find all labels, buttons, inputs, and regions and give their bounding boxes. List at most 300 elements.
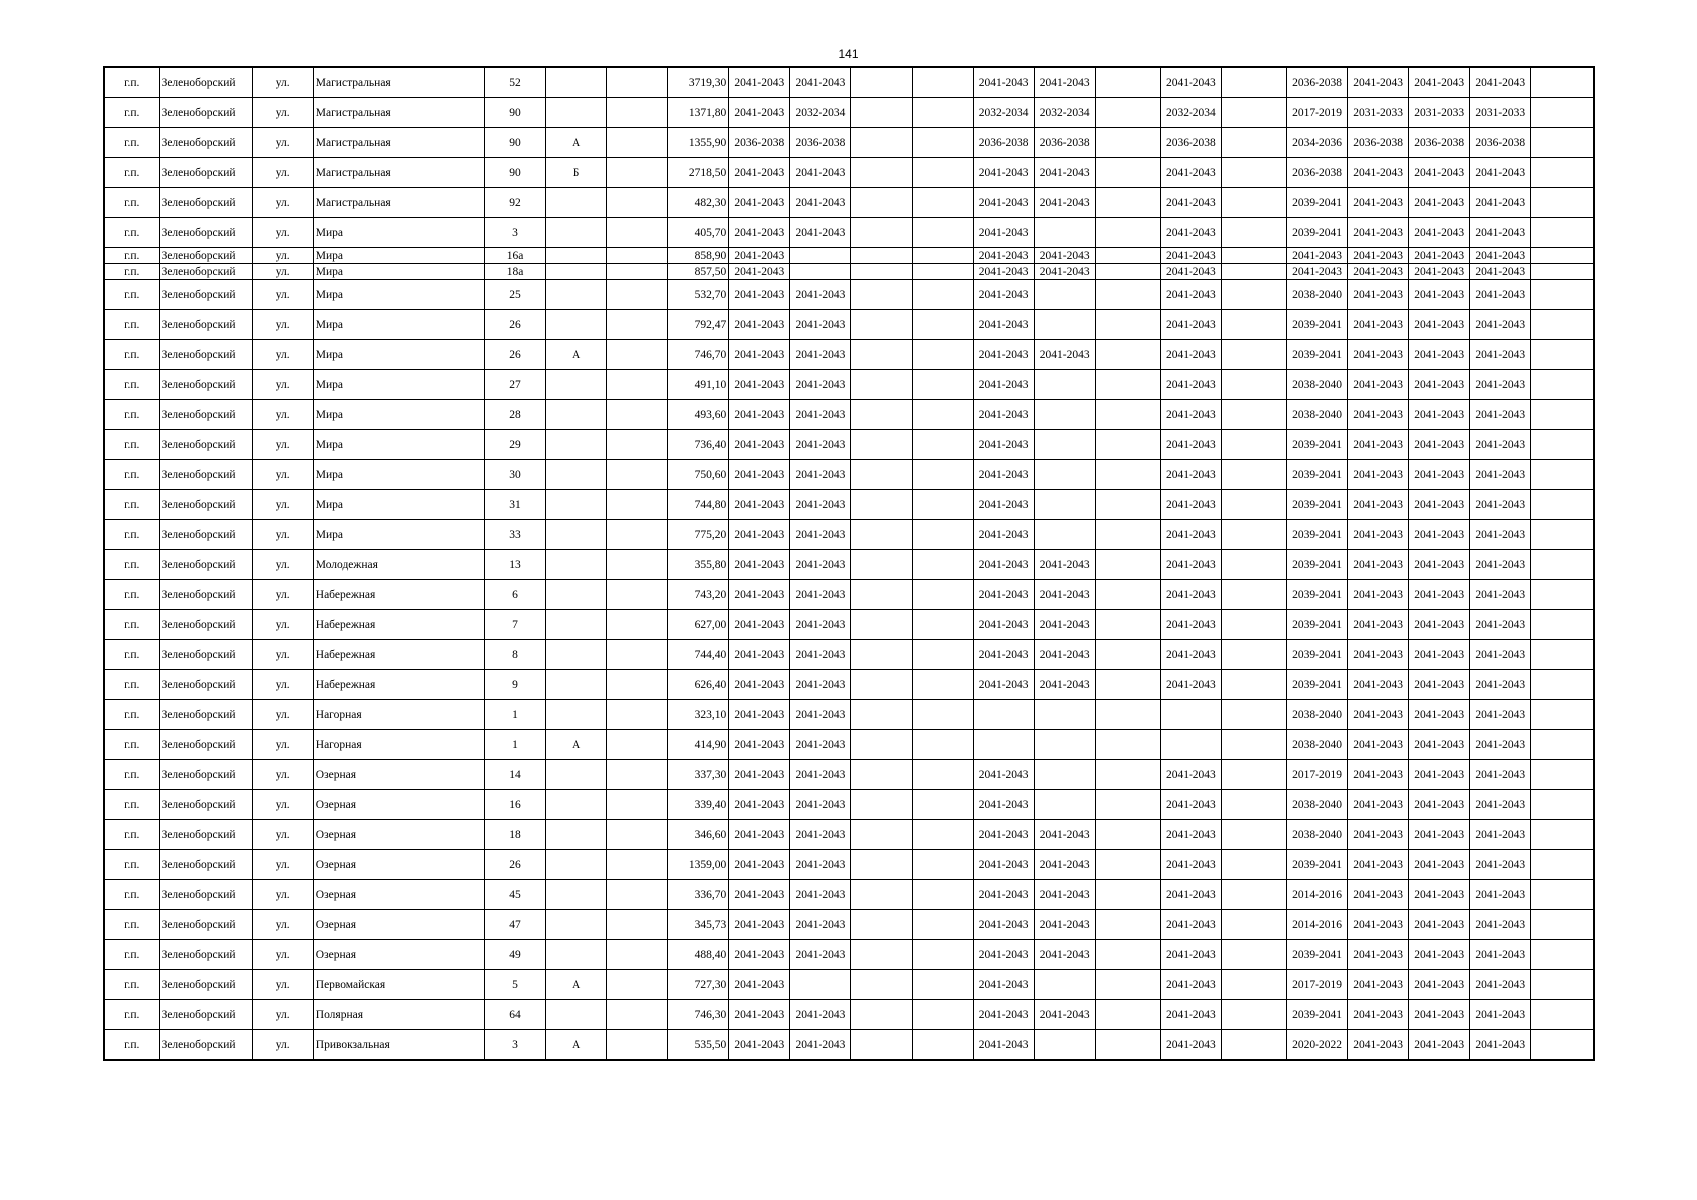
street-name-cell: Магистральная (313, 98, 484, 128)
street-type-cell: ул. (252, 910, 313, 940)
empty-cell (912, 98, 973, 128)
empty-cell (851, 280, 912, 310)
period-cell: 2041-2043 (729, 610, 790, 640)
area-cell: 535,50 (668, 1030, 729, 1061)
settlement-name-cell: Зеленоборский (159, 880, 252, 910)
period-cell: 2041-2043 (973, 248, 1034, 264)
table-row (104, 1000, 1594, 1030)
period-cell: 2041-2043 (1470, 1030, 1531, 1061)
empty-cell (912, 264, 973, 280)
area-cell: 775,20 (668, 520, 729, 550)
table-row (104, 158, 1594, 188)
period-cell: 2041-2043 (1160, 430, 1221, 460)
empty-cell (1095, 580, 1160, 610)
period-cell: 2041-2043 (1409, 940, 1470, 970)
period-cell: 2041-2043 (1348, 340, 1409, 370)
period-cell (1034, 970, 1095, 1000)
period-cell: 2041-2043 (729, 700, 790, 730)
empty-cell (1221, 970, 1286, 1000)
house-number-cell: 25 (484, 280, 545, 310)
street-type-cell: ул. (252, 460, 313, 490)
settlement-name-cell: Зеленоборский (159, 850, 252, 880)
period-cell: 2041-2043 (729, 264, 790, 280)
period-cell: 2038-2040 (1287, 790, 1348, 820)
period-cell: 2039-2041 (1287, 550, 1348, 580)
house-number-cell: 16 (484, 790, 545, 820)
empty-cell (607, 1030, 668, 1061)
street-name-cell: Озерная (313, 790, 484, 820)
area-cell: 339,40 (668, 790, 729, 820)
street-name-cell: Мира (313, 490, 484, 520)
empty-cell (851, 188, 912, 218)
empty-cell (1531, 550, 1594, 580)
period-cell: 2041-2043 (1348, 580, 1409, 610)
period-cell: 2036-2038 (729, 128, 790, 158)
area-cell: 792,47 (668, 310, 729, 340)
period-cell (1034, 370, 1095, 400)
period-cell: 2041-2043 (1470, 610, 1531, 640)
empty-cell (1095, 670, 1160, 700)
settlement-name-cell: Зеленоборский (159, 128, 252, 158)
settlement-type-cell: г.п. (104, 670, 159, 700)
building-letter-cell (546, 430, 607, 460)
area-cell: 491,10 (668, 370, 729, 400)
period-cell: 2041-2043 (729, 158, 790, 188)
house-number-cell: 28 (484, 400, 545, 430)
table-row (104, 128, 1594, 158)
table-row (104, 820, 1594, 850)
empty-cell (1221, 730, 1286, 760)
empty-cell (1221, 128, 1286, 158)
period-cell: 2041-2043 (729, 970, 790, 1000)
period-cell: 2041-2043 (1034, 610, 1095, 640)
period-cell: 2041-2043 (1348, 1000, 1409, 1030)
period-cell (790, 248, 851, 264)
empty-cell (1095, 970, 1160, 1000)
building-letter-cell (546, 760, 607, 790)
period-cell: 2041-2043 (1348, 970, 1409, 1000)
house-number-cell: 27 (484, 370, 545, 400)
period-cell: 2041-2043 (1034, 158, 1095, 188)
street-name-cell: Нагорная (313, 730, 484, 760)
period-cell: 2041-2043 (1409, 850, 1470, 880)
period-cell: 2041-2043 (1409, 460, 1470, 490)
empty-cell (1531, 264, 1594, 280)
period-cell: 2041-2043 (1160, 280, 1221, 310)
settlement-type-cell: г.п. (104, 760, 159, 790)
building-letter-cell (546, 310, 607, 340)
empty-cell (912, 940, 973, 970)
settlement-name-cell: Зеленоборский (159, 310, 252, 340)
empty-cell (912, 158, 973, 188)
street-type-cell: ул. (252, 218, 313, 248)
building-letter-cell (546, 98, 607, 128)
table-row (104, 910, 1594, 940)
settlement-name-cell: Зеленоборский (159, 970, 252, 1000)
house-number-cell: 52 (484, 67, 545, 98)
period-cell (1034, 520, 1095, 550)
empty-cell (1095, 218, 1160, 248)
period-cell: 2041-2043 (973, 790, 1034, 820)
street-name-cell: Магистральная (313, 67, 484, 98)
street-type-cell: ул. (252, 188, 313, 218)
house-number-cell: 18а (484, 264, 545, 280)
street-type-cell: ул. (252, 400, 313, 430)
empty-cell (851, 610, 912, 640)
empty-cell (1221, 760, 1286, 790)
period-cell: 2041-2043 (1348, 760, 1409, 790)
empty-cell (912, 850, 973, 880)
period-cell (973, 700, 1034, 730)
table-row (104, 430, 1594, 460)
empty-cell (912, 910, 973, 940)
page-number: 141 (838, 47, 859, 61)
house-number-cell: 7 (484, 610, 545, 640)
period-cell (1034, 280, 1095, 310)
street-type-cell: ул. (252, 790, 313, 820)
period-cell: 2041-2043 (973, 520, 1034, 550)
period-cell: 2038-2040 (1287, 730, 1348, 760)
empty-cell (1095, 640, 1160, 670)
period-cell: 2041-2043 (729, 430, 790, 460)
period-cell: 2041-2043 (729, 218, 790, 248)
street-type-cell: ул. (252, 264, 313, 280)
period-cell: 2041-2043 (973, 218, 1034, 248)
empty-cell (1531, 188, 1594, 218)
empty-cell (607, 460, 668, 490)
empty-cell (851, 640, 912, 670)
period-cell: 2041-2043 (1160, 340, 1221, 370)
period-cell: 2041-2043 (1160, 850, 1221, 880)
street-name-cell: Мира (313, 280, 484, 310)
period-cell: 2039-2041 (1287, 580, 1348, 610)
period-cell: 2041-2043 (1348, 670, 1409, 700)
area-cell: 323,10 (668, 700, 729, 730)
empty-cell (1221, 580, 1286, 610)
empty-cell (1531, 820, 1594, 850)
period-cell: 2041-2043 (1160, 820, 1221, 850)
period-cell: 2014-2016 (1287, 880, 1348, 910)
empty-cell (1531, 910, 1594, 940)
house-number-cell: 6 (484, 580, 545, 610)
area-cell: 346,60 (668, 820, 729, 850)
empty-cell (1531, 1030, 1594, 1061)
empty-cell (851, 670, 912, 700)
empty-cell (1095, 460, 1160, 490)
empty-cell (607, 880, 668, 910)
empty-cell (607, 310, 668, 340)
period-cell: 2041-2043 (1160, 940, 1221, 970)
empty-cell (607, 128, 668, 158)
area-cell: 355,80 (668, 550, 729, 580)
empty-cell (607, 490, 668, 520)
empty-cell (912, 550, 973, 580)
period-cell: 2041-2043 (1470, 520, 1531, 550)
settlement-name-cell: Зеленоборский (159, 790, 252, 820)
period-cell: 2041-2043 (729, 1000, 790, 1030)
period-cell: 2041-2043 (790, 430, 851, 460)
area-cell: 746,30 (668, 1000, 729, 1030)
building-letter-cell: А (546, 340, 607, 370)
settlement-type-cell: г.п. (104, 264, 159, 280)
empty-cell (607, 340, 668, 370)
house-number-cell: 90 (484, 98, 545, 128)
empty-cell (1531, 580, 1594, 610)
empty-cell (1221, 310, 1286, 340)
area-cell: 405,70 (668, 218, 729, 248)
street-name-cell: Мира (313, 370, 484, 400)
period-cell: 2041-2043 (790, 520, 851, 550)
settlement-name-cell: Зеленоборский (159, 430, 252, 460)
period-cell: 2032-2034 (1034, 98, 1095, 128)
period-cell: 2041-2043 (1034, 188, 1095, 218)
period-cell: 2036-2038 (1348, 128, 1409, 158)
table-row (104, 98, 1594, 128)
settlement-type-cell: г.п. (104, 98, 159, 128)
period-cell: 2017-2019 (1287, 970, 1348, 1000)
period-cell (1034, 460, 1095, 490)
empty-cell (1531, 1000, 1594, 1030)
area-cell: 493,60 (668, 400, 729, 430)
settlement-type-cell: г.п. (104, 310, 159, 340)
settlement-name-cell: Зеленоборский (159, 1030, 252, 1061)
period-cell: 2041-2043 (1470, 490, 1531, 520)
period-cell: 2041-2043 (790, 400, 851, 430)
empty-cell (1095, 940, 1160, 970)
empty-cell (912, 67, 973, 98)
period-cell: 2041-2043 (790, 580, 851, 610)
period-cell: 2041-2043 (1348, 550, 1409, 580)
period-cell: 2041-2043 (729, 98, 790, 128)
empty-cell (1095, 610, 1160, 640)
empty-cell (1095, 310, 1160, 340)
period-cell: 2041-2043 (973, 1000, 1034, 1030)
period-cell: 2041-2043 (1348, 188, 1409, 218)
empty-cell (1095, 370, 1160, 400)
period-cell (790, 970, 851, 1000)
settlement-type-cell: г.п. (104, 790, 159, 820)
empty-cell (912, 370, 973, 400)
period-cell: 2041-2043 (790, 700, 851, 730)
house-number-cell: 29 (484, 430, 545, 460)
empty-cell (1221, 370, 1286, 400)
period-cell (1034, 760, 1095, 790)
period-cell: 2036-2038 (1287, 158, 1348, 188)
building-letter-cell (546, 490, 607, 520)
period-cell: 2041-2043 (790, 880, 851, 910)
period-cell: 2038-2040 (1287, 370, 1348, 400)
building-letter-cell: А (546, 970, 607, 1000)
empty-cell (1221, 188, 1286, 218)
empty-cell (1531, 970, 1594, 1000)
period-cell: 2041-2043 (729, 910, 790, 940)
period-cell: 2041-2043 (790, 820, 851, 850)
period-cell: 2041-2043 (1348, 640, 1409, 670)
period-cell: 2041-2043 (1348, 218, 1409, 248)
period-cell: 2041-2043 (1470, 430, 1531, 460)
empty-cell (912, 970, 973, 1000)
period-cell: 2041-2043 (1034, 1000, 1095, 1030)
building-letter-cell: А (546, 730, 607, 760)
empty-cell (912, 460, 973, 490)
empty-cell (607, 280, 668, 310)
street-type-cell: ул. (252, 850, 313, 880)
period-cell: 2038-2040 (1287, 700, 1348, 730)
building-letter-cell (546, 670, 607, 700)
empty-cell (1531, 670, 1594, 700)
area-cell: 858,90 (668, 248, 729, 264)
period-cell: 2036-2038 (1160, 128, 1221, 158)
empty-cell (1221, 940, 1286, 970)
empty-cell (1531, 280, 1594, 310)
street-type-cell: ул. (252, 280, 313, 310)
street-name-cell: Набережная (313, 670, 484, 700)
period-cell: 2041-2043 (1160, 158, 1221, 188)
period-cell: 2041-2043 (1470, 790, 1531, 820)
empty-cell (912, 880, 973, 910)
street-type-cell: ул. (252, 67, 313, 98)
period-cell: 2041-2043 (1348, 880, 1409, 910)
street-type-cell: ул. (252, 550, 313, 580)
house-number-cell: 90 (484, 158, 545, 188)
table-row (104, 188, 1594, 218)
empty-cell (912, 730, 973, 760)
street-name-cell: Мира (313, 340, 484, 370)
period-cell: 2041-2043 (1160, 550, 1221, 580)
period-cell: 2041-2043 (729, 460, 790, 490)
period-cell: 2041-2043 (729, 670, 790, 700)
period-cell: 2041-2043 (1409, 67, 1470, 98)
street-type-cell: ул. (252, 158, 313, 188)
house-number-cell: 3 (484, 1030, 545, 1061)
settlement-type-cell: г.п. (104, 400, 159, 430)
street-type-cell: ул. (252, 370, 313, 400)
street-name-cell: Мира (313, 430, 484, 460)
period-cell: 2039-2041 (1287, 188, 1348, 218)
table-row (104, 760, 1594, 790)
period-cell: 2017-2019 (1287, 98, 1348, 128)
period-cell: 2020-2022 (1287, 1030, 1348, 1061)
period-cell: 2041-2043 (973, 820, 1034, 850)
empty-cell (912, 1000, 973, 1030)
period-cell: 2041-2043 (1409, 970, 1470, 1000)
building-letter-cell (546, 370, 607, 400)
period-cell (1160, 730, 1221, 760)
street-name-cell: Мира (313, 400, 484, 430)
area-cell: 727,30 (668, 970, 729, 1000)
period-cell: 2041-2043 (729, 280, 790, 310)
settlement-type-cell: г.п. (104, 188, 159, 218)
period-cell: 2041-2043 (1348, 280, 1409, 310)
period-cell: 2041-2043 (973, 188, 1034, 218)
empty-cell (607, 98, 668, 128)
empty-cell (851, 490, 912, 520)
period-cell: 2041-2043 (1409, 820, 1470, 850)
settlement-name-cell: Зеленоборский (159, 490, 252, 520)
empty-cell (607, 850, 668, 880)
period-cell: 2041-2043 (1160, 970, 1221, 1000)
empty-cell (1095, 264, 1160, 280)
period-cell: 2041-2043 (1470, 310, 1531, 340)
street-name-cell: Нагорная (313, 700, 484, 730)
settlement-type-cell: г.п. (104, 970, 159, 1000)
settlement-name-cell: Зеленоборский (159, 550, 252, 580)
period-cell: 2041-2043 (790, 158, 851, 188)
building-letter-cell (546, 790, 607, 820)
period-cell: 2041-2043 (1160, 67, 1221, 98)
house-number-cell: 3 (484, 218, 545, 248)
period-cell: 2041-2043 (1348, 400, 1409, 430)
area-cell: 345,73 (668, 910, 729, 940)
building-letter-cell (546, 940, 607, 970)
empty-cell (1221, 280, 1286, 310)
period-cell: 2041-2043 (1034, 880, 1095, 910)
period-cell: 2041-2043 (790, 760, 851, 790)
table-row (104, 610, 1594, 640)
area-cell: 750,60 (668, 460, 729, 490)
house-number-cell: 1 (484, 700, 545, 730)
period-cell: 2041-2043 (1470, 370, 1531, 400)
settlement-name-cell: Зеленоборский (159, 700, 252, 730)
empty-cell (851, 790, 912, 820)
period-cell: 2039-2041 (1287, 940, 1348, 970)
period-cell: 2041-2043 (790, 670, 851, 700)
empty-cell (607, 400, 668, 430)
house-number-cell: 5 (484, 970, 545, 1000)
period-cell: 2041-2043 (1034, 820, 1095, 850)
period-cell: 2041-2043 (1470, 640, 1531, 670)
period-cell: 2041-2043 (1409, 880, 1470, 910)
period-cell: 2041-2043 (729, 310, 790, 340)
empty-cell (1221, 400, 1286, 430)
period-cell: 2041-2043 (1034, 670, 1095, 700)
street-name-cell: Озерная (313, 820, 484, 850)
period-cell: 2041-2043 (1287, 248, 1348, 264)
table-row (104, 790, 1594, 820)
street-name-cell: Набережная (313, 580, 484, 610)
settlement-type-cell: г.п. (104, 218, 159, 248)
period-cell: 2041-2043 (1348, 248, 1409, 264)
settlement-type-cell: г.п. (104, 880, 159, 910)
empty-cell (1221, 790, 1286, 820)
empty-cell (607, 730, 668, 760)
period-cell: 2041-2043 (1348, 700, 1409, 730)
period-cell: 2041-2043 (729, 550, 790, 580)
area-cell: 857,50 (668, 264, 729, 280)
period-cell: 2041-2043 (729, 520, 790, 550)
period-cell: 2039-2041 (1287, 490, 1348, 520)
empty-cell (1221, 340, 1286, 370)
settlement-name-cell: Зеленоборский (159, 1000, 252, 1030)
settlement-name-cell: Зеленоборский (159, 67, 252, 98)
empty-cell (1095, 248, 1160, 264)
period-cell: 2041-2043 (1409, 188, 1470, 218)
area-cell: 736,40 (668, 430, 729, 460)
period-cell: 2041-2043 (1470, 400, 1531, 430)
house-number-cell: 26 (484, 850, 545, 880)
period-cell: 2041-2043 (790, 370, 851, 400)
period-cell (1034, 218, 1095, 248)
house-number-cell: 33 (484, 520, 545, 550)
table-row (104, 248, 1594, 264)
period-cell: 2041-2043 (1470, 880, 1531, 910)
building-letter-cell (546, 67, 607, 98)
period-cell: 2041-2043 (1034, 910, 1095, 940)
period-cell: 2041-2043 (973, 158, 1034, 188)
settlement-type-cell: г.п. (104, 340, 159, 370)
period-cell: 2041-2043 (1409, 400, 1470, 430)
settlement-type-cell: г.п. (104, 910, 159, 940)
